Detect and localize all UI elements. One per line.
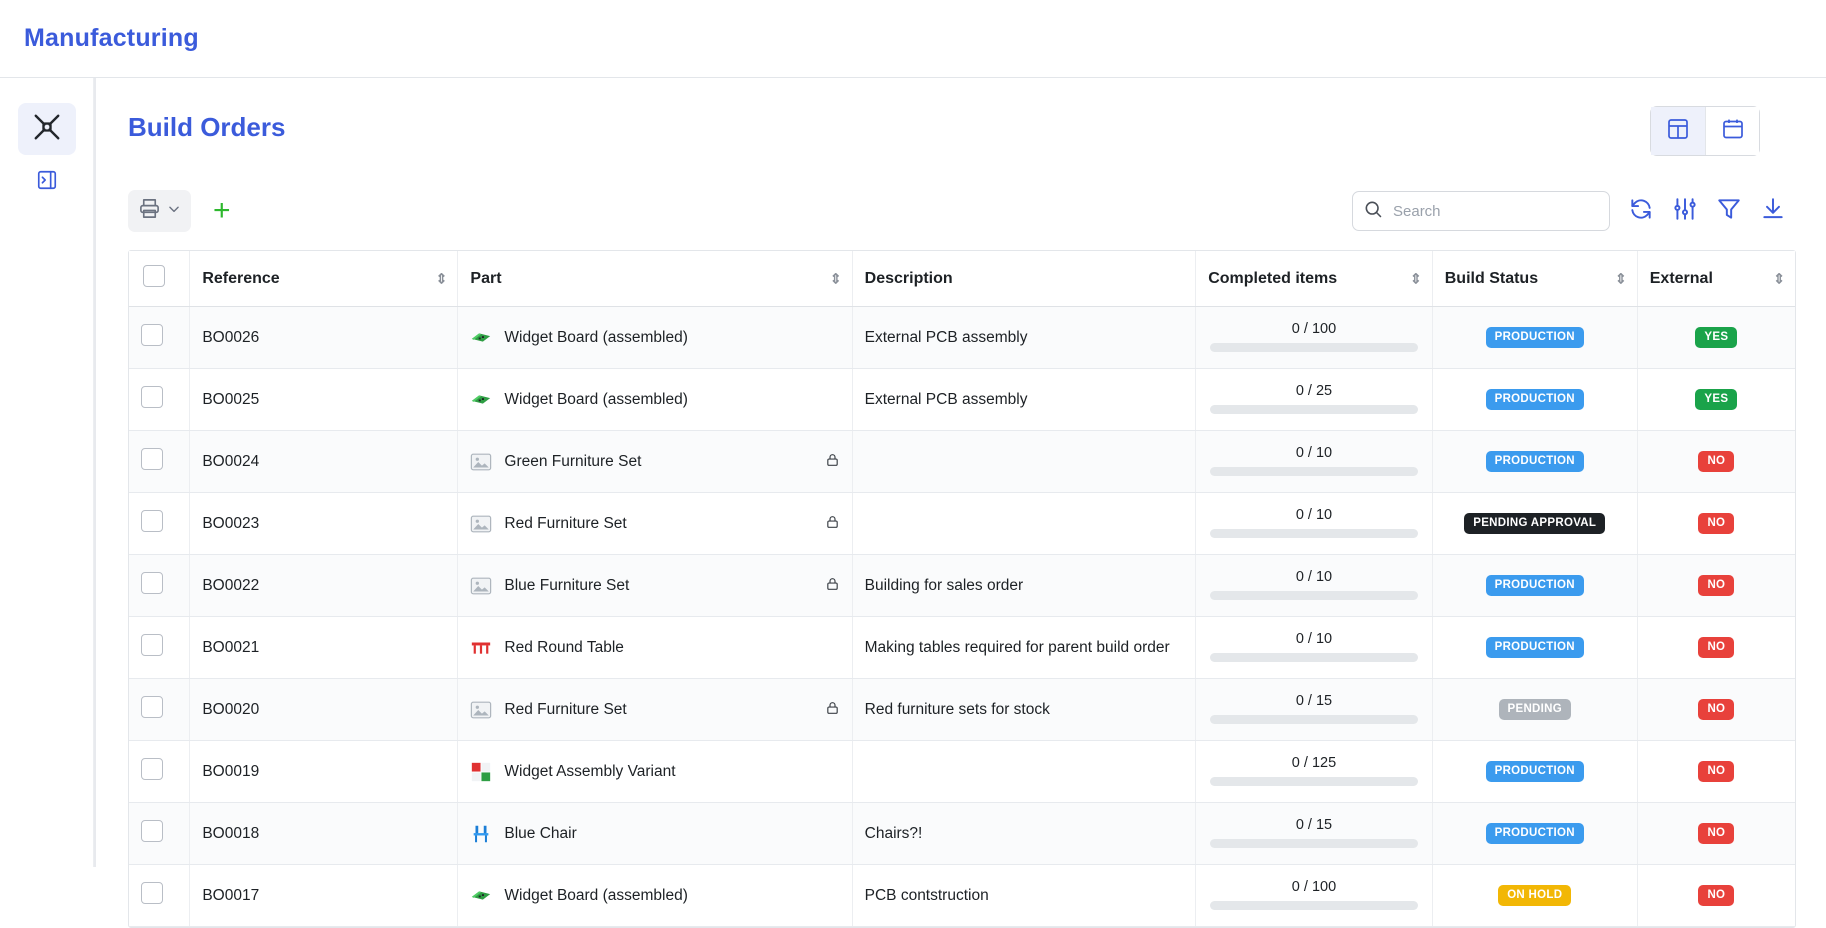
progress-label: 0 / 100: [1291, 321, 1337, 337]
cell-description: Chairs?!: [852, 803, 1196, 865]
progress-bar: [1210, 467, 1418, 476]
cell-description: [852, 493, 1196, 555]
cell-part[interactable]: [458, 803, 852, 865]
row-select-cell: [129, 617, 190, 679]
table-options-button[interactable]: [1672, 196, 1698, 227]
refresh-button[interactable]: [1628, 196, 1654, 227]
left-rail: [0, 78, 94, 867]
refresh-icon: [1628, 196, 1654, 227]
external-badge: NO: [1698, 637, 1734, 658]
progress-label: 0 / 10: [1295, 445, 1333, 461]
progress-bar: [1210, 529, 1418, 538]
progress-bar: [1210, 715, 1418, 724]
cell-completed-items: [1196, 555, 1433, 617]
column-label: Completed items: [1208, 269, 1338, 287]
progress-bar: [1210, 405, 1418, 414]
cell-part[interactable]: [458, 555, 852, 617]
panel-title: Build Orders: [128, 112, 286, 142]
external-badge: NO: [1698, 513, 1734, 534]
cell-completed-items: [1196, 307, 1433, 369]
cell-build-status: [1432, 803, 1637, 865]
view-toggle: [1650, 106, 1760, 156]
add-build-order-button[interactable]: +: [213, 194, 231, 227]
table-row[interactable]: [129, 369, 1795, 431]
row-select-cell: [129, 555, 190, 617]
cell-external: [1637, 803, 1795, 865]
cell-part[interactable]: [458, 865, 852, 927]
status-badge: PENDING APPROVAL: [1464, 513, 1605, 534]
column-label: Reference: [202, 269, 280, 287]
cell-external: [1637, 679, 1795, 741]
cell-description: [852, 741, 1196, 803]
row-select-cell: [129, 307, 190, 369]
sidebar-item-manufacturing[interactable]: [18, 103, 76, 155]
printer-icon: [138, 197, 161, 225]
select-all-checkbox[interactable]: [143, 265, 165, 287]
cell-completed-items: [1196, 679, 1433, 741]
top-bar: [0, 0, 1826, 78]
cell-description: Building for sales order: [852, 555, 1196, 617]
lock-icon: [825, 514, 840, 534]
status-badge: PRODUCTION: [1486, 389, 1584, 410]
row-select-cell: [129, 431, 190, 493]
lock-icon: [825, 452, 840, 472]
status-badge: PRODUCTION: [1486, 761, 1584, 782]
print-button[interactable]: [128, 190, 191, 232]
column-header-completed-items[interactable]: [1196, 251, 1433, 307]
row-select-cell: [129, 369, 190, 431]
cell-part[interactable]: [458, 679, 852, 741]
row-select-cell: [129, 679, 190, 741]
status-badge: PRODUCTION: [1486, 823, 1584, 844]
row-select-cell: [129, 865, 190, 927]
table-row[interactable]: [129, 865, 1795, 927]
panel-header: [114, 78, 1804, 156]
column-label: Description: [864, 269, 953, 287]
table-row[interactable]: [129, 493, 1795, 555]
cell-completed-items: [1196, 493, 1433, 555]
cell-part[interactable]: [458, 741, 852, 803]
search-input[interactable]: [1391, 202, 1599, 221]
part-name: Green Furniture Set: [504, 452, 642, 470]
row-checkbox[interactable]: [141, 882, 163, 904]
cell-reference[interactable]: BO0017: [190, 865, 458, 927]
toolbar-left: [128, 190, 237, 232]
external-badge: YES: [1695, 327, 1737, 348]
row-checkbox[interactable]: [141, 696, 163, 718]
cell-description: Red furniture sets for stock: [852, 679, 1196, 741]
toolbar-right: [1352, 191, 1786, 231]
cell-build-status: [1432, 307, 1637, 369]
table-row[interactable]: [129, 555, 1795, 617]
cell-reference[interactable]: BO0019: [190, 741, 458, 803]
cell-completed-items: [1196, 431, 1433, 493]
cell-build-status: [1432, 679, 1637, 741]
row-checkbox[interactable]: [141, 820, 163, 842]
column-header-part[interactable]: [458, 251, 852, 307]
cell-reference[interactable]: BO0020: [190, 679, 458, 741]
progress-label: 0 / 15: [1295, 817, 1333, 833]
cell-external: [1637, 555, 1795, 617]
status-badge: PRODUCTION: [1486, 637, 1584, 658]
cell-reference[interactable]: BO0025: [190, 369, 458, 431]
row-checkbox[interactable]: [141, 572, 163, 594]
table-row[interactable]: [129, 307, 1795, 369]
part-name: Blue Chair: [504, 824, 577, 842]
status-badge: ON HOLD: [1498, 885, 1571, 906]
expand-sidebar-icon: [36, 169, 58, 196]
cell-completed-items: [1196, 803, 1433, 865]
row-checkbox[interactable]: [141, 448, 163, 470]
cell-reference[interactable]: BO0024: [190, 431, 458, 493]
download-icon: [1760, 196, 1786, 227]
status-badge: PENDING: [1499, 699, 1572, 720]
row-checkbox[interactable]: [141, 324, 163, 346]
progress-label: 0 / 10: [1295, 569, 1333, 585]
expand-sidebar-button[interactable]: [18, 161, 76, 203]
row-checkbox[interactable]: [141, 634, 163, 656]
part-name: Widget Assembly Variant: [504, 762, 676, 780]
status-badge: PRODUCTION: [1486, 575, 1584, 596]
search-box[interactable]: [1352, 191, 1610, 231]
part-name: Widget Board (assembled): [504, 328, 688, 346]
row-checkbox[interactable]: [141, 386, 163, 408]
progress-label: 0 / 125: [1291, 755, 1337, 771]
sort-icon[interactable]: ⇕: [1773, 270, 1785, 286]
cell-description: [852, 431, 1196, 493]
column-label: Build Status: [1444, 269, 1539, 287]
part-name: Blue Furniture Set: [504, 576, 630, 594]
cell-description: External PCB assembly: [852, 307, 1196, 369]
row-select-cell: [129, 803, 190, 865]
part-name: Red Furniture Set: [504, 514, 627, 532]
cell-external: [1637, 431, 1795, 493]
cell-completed-items: [1196, 865, 1433, 927]
select-all-header: [129, 251, 190, 307]
external-badge: NO: [1698, 451, 1734, 472]
cell-description: PCB contstruction: [852, 865, 1196, 927]
table-icon: [1666, 117, 1690, 146]
chevron-down-icon: [167, 202, 181, 221]
cell-build-status: [1432, 493, 1637, 555]
search-icon: [1363, 199, 1383, 224]
build-orders-table: [128, 250, 1796, 928]
cell-reference[interactable]: BO0023: [190, 493, 458, 555]
cell-reference[interactable]: BO0021: [190, 617, 458, 679]
column-header-reference[interactable]: [190, 251, 458, 307]
body: [0, 78, 1826, 904]
row-checkbox[interactable]: [141, 510, 163, 532]
table-row[interactable]: [129, 679, 1795, 741]
filter-button[interactable]: [1716, 196, 1742, 227]
progress-label: 0 / 100: [1291, 879, 1337, 895]
part-name: Widget Board (assembled): [504, 886, 688, 904]
cell-build-status: [1432, 369, 1637, 431]
progress-label: 0 / 25: [1295, 383, 1333, 399]
progress-label: 0 / 10: [1295, 631, 1333, 647]
cell-build-status: [1432, 555, 1637, 617]
cell-external: [1637, 865, 1795, 927]
table-row[interactable]: [129, 617, 1795, 679]
progress-label: 0 / 10: [1295, 507, 1333, 523]
cell-part[interactable]: [458, 617, 852, 679]
cell-completed-items: [1196, 741, 1433, 803]
table-toolbar: [114, 190, 1804, 232]
cell-part[interactable]: [458, 431, 852, 493]
external-badge: YES: [1695, 389, 1737, 410]
cell-description: Making tables required for parent build order: [852, 617, 1196, 679]
external-badge: NO: [1698, 699, 1734, 720]
column-header-build-status[interactable]: [1432, 251, 1637, 307]
lock-icon: [825, 576, 840, 596]
cell-external: [1637, 307, 1795, 369]
cell-completed-items: [1196, 369, 1433, 431]
manufacturing-icon: [32, 112, 62, 147]
row-checkbox[interactable]: [141, 758, 163, 780]
status-badge: PRODUCTION: [1486, 451, 1584, 472]
download-button[interactable]: [1760, 196, 1786, 227]
progress-bar: [1210, 343, 1418, 352]
progress-bar: [1210, 591, 1418, 600]
table-body: [129, 307, 1795, 927]
external-badge: NO: [1698, 761, 1734, 782]
cell-reference[interactable]: BO0026: [190, 307, 458, 369]
column-header-description[interactable]: [852, 251, 1196, 307]
view-toggle-table[interactable]: [1651, 107, 1705, 155]
progress-bar: [1210, 777, 1418, 786]
filter-icon: [1716, 196, 1742, 227]
cell-build-status: [1432, 741, 1637, 803]
progress-bar: [1210, 839, 1418, 848]
external-badge: NO: [1698, 575, 1734, 596]
column-label: External: [1649, 269, 1713, 287]
cell-reference[interactable]: BO0022: [190, 555, 458, 617]
table-options-icon: [1672, 196, 1698, 227]
cell-build-status: [1432, 617, 1637, 679]
cell-external: [1637, 369, 1795, 431]
progress-label: 0 / 15: [1295, 693, 1333, 709]
part-name: Red Round Table: [504, 638, 624, 656]
lock-icon: [825, 700, 840, 720]
column-header-external[interactable]: [1637, 251, 1795, 307]
table-row[interactable]: [129, 431, 1795, 493]
cell-part[interactable]: [458, 369, 852, 431]
external-badge: NO: [1698, 823, 1734, 844]
sort-icon[interactable]: ⇕: [829, 270, 842, 286]
external-badge: NO: [1698, 885, 1734, 906]
cell-build-status: [1432, 431, 1637, 493]
column-label: Part: [470, 269, 502, 287]
table-row[interactable]: [129, 803, 1795, 865]
page-title: Manufacturing: [24, 24, 199, 52]
main-panel: [94, 78, 1826, 904]
sort-icon[interactable]: ⇕: [1615, 270, 1627, 286]
sort-icon[interactable]: ⇕: [1410, 270, 1422, 286]
progress-bar: [1210, 901, 1418, 910]
cell-part[interactable]: [458, 307, 852, 369]
part-name: Red Furniture Set: [504, 700, 627, 718]
progress-bar: [1210, 653, 1418, 662]
cell-external: [1637, 493, 1795, 555]
table-row[interactable]: [129, 741, 1795, 803]
cell-external: [1637, 617, 1795, 679]
sort-icon[interactable]: ⇕: [435, 270, 448, 286]
cell-external: [1637, 741, 1795, 803]
status-badge: PRODUCTION: [1486, 327, 1584, 348]
cell-completed-items: [1196, 617, 1433, 679]
table-header-row: [129, 251, 1795, 307]
cell-build-status: [1432, 865, 1637, 927]
view-toggle-calendar[interactable]: [1705, 107, 1759, 155]
part-name: Widget Board (assembled): [504, 390, 688, 408]
cell-part[interactable]: [458, 493, 852, 555]
calendar-icon: [1721, 117, 1745, 146]
cell-description: External PCB assembly: [852, 369, 1196, 431]
row-select-cell: [129, 493, 190, 555]
cell-reference[interactable]: BO0018: [190, 803, 458, 865]
row-select-cell: [129, 741, 190, 803]
